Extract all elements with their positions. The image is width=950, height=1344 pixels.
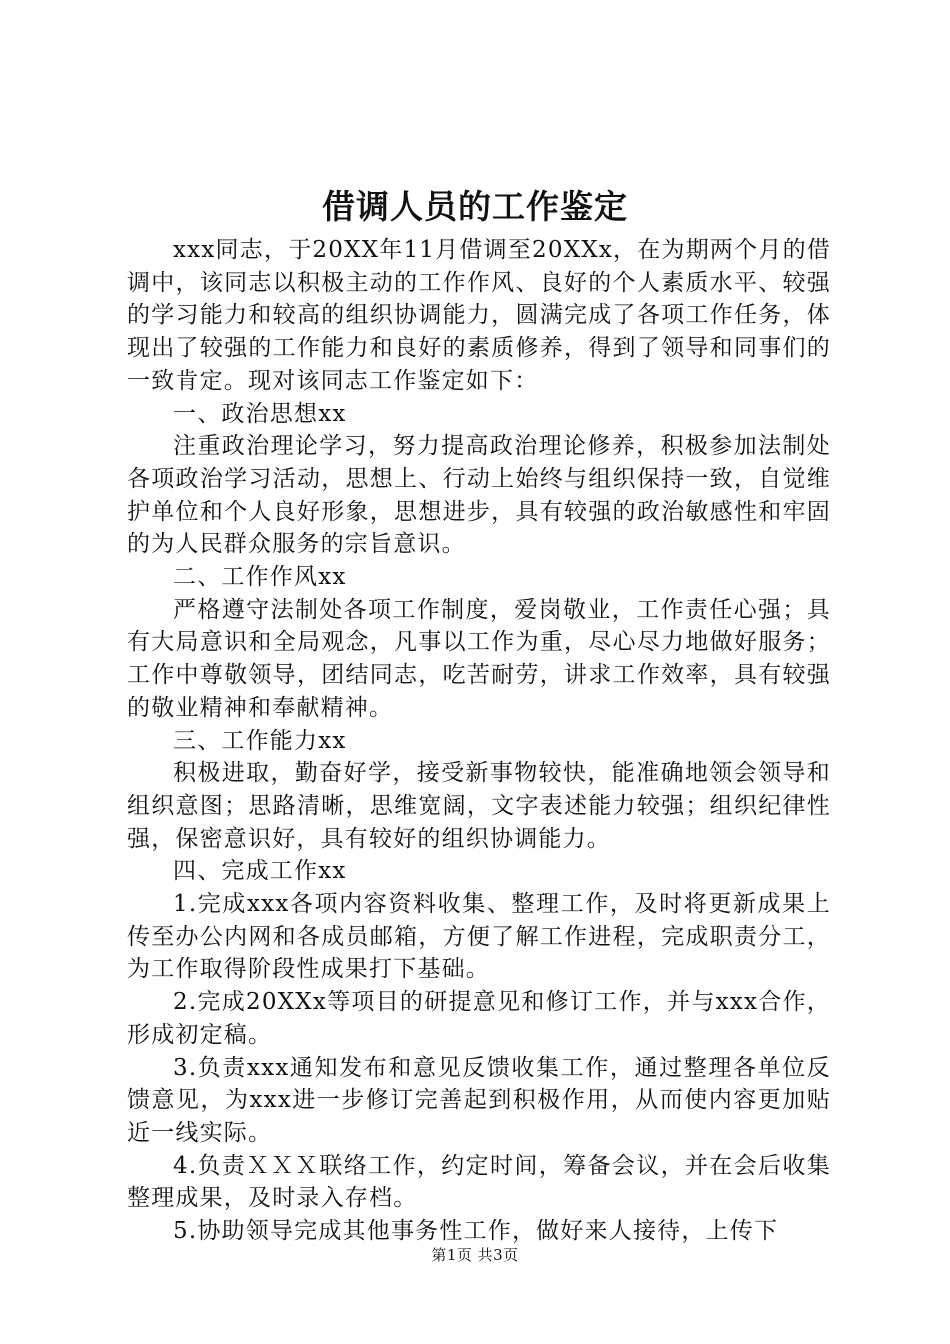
section-heading-completed-work: 四、完成工作xx — [173, 858, 347, 885]
politics-paragraph: 注重政治理论学习，努力提高政治理论修养，积极参加法制处各项政治学习活动，思想上、行动上始终与组织保持一致，自觉维护单位和个人良好形象，思想进步，具有较强的政治敏感性和牢固的为人民群众服务的宗旨意识。 — [127, 433, 831, 558]
work-style-paragraph: 严格遵守法制处各项工作制度，爱岗敬业，工作责任心强；具有大局意识和全局观念，凡事以工作为重，尽心尽力地做好服务；工作中尊敬领导，团结同志，吃苦耐劳，讲求工作效率，具有较强的敬业精神和奉献精神。 — [127, 596, 831, 721]
section-heading-politics: 一、政治思想xx — [173, 400, 347, 427]
completed-work-item-2: 2.完成20XXx等项目的研提意见和修订工作，并与xxx合作，形成初定稿。 — [127, 989, 831, 1048]
page-footer: 第1页 共3页 — [431, 1246, 519, 1264]
completed-work-item-5: 5.协助领导完成其他事务性工作，做好来人接待，上传下 — [173, 1218, 779, 1245]
work-ability-paragraph: 积极进取，勤奋好学，接受新事物较快，能准确地领会领导和组织意图；思路清晰，思维宽阔，文字表述能力较强；组织纪律性强，保密意识好，具有较好的组织协调能力。 — [127, 760, 831, 852]
document-title: 借调人员的工作鉴定 — [322, 187, 628, 226]
completed-work-item-1: 1.完成xxx各项内容资料收集、整理工作，及时将更新成果上传至办公内网和各成员邮箱，方便了解工作进程，完成职责分工，为工作取得阶段性成果打下基础。 — [127, 891, 831, 983]
completed-work-item-4: 4.负责ＸＸＸ联络工作，约定时间，筹备会议，并在会后收集整理成果，及时录入存档。 — [127, 1152, 831, 1212]
section-heading-work-ability: 三、工作能力xx — [173, 727, 347, 754]
document-body — [127, 234, 831, 1248]
intro-paragraph: xxx同志，于20XX年11月借调至20XXx，在为期两个月的借调中，该同志以积极主动的工作作风、良好的个人素质水平、较强的学习能力和较高的组织协调能力，圆满完成了各项工作任务，体现出了较强的工作能力和良好的素质修养，得到了领导和同事们的一致肯定。现对该同志工作鉴定如下： — [127, 237, 831, 394]
completed-work-item-3: 3.负责xxx通知发布和意见反馈收集工作，通过整理各单位反馈意见，为xxx进一步修订完善起到积极作用，从而使内容更加贴近一线实际。 — [127, 1054, 831, 1146]
section-heading-work-style: 二、工作作风xx — [173, 564, 347, 591]
